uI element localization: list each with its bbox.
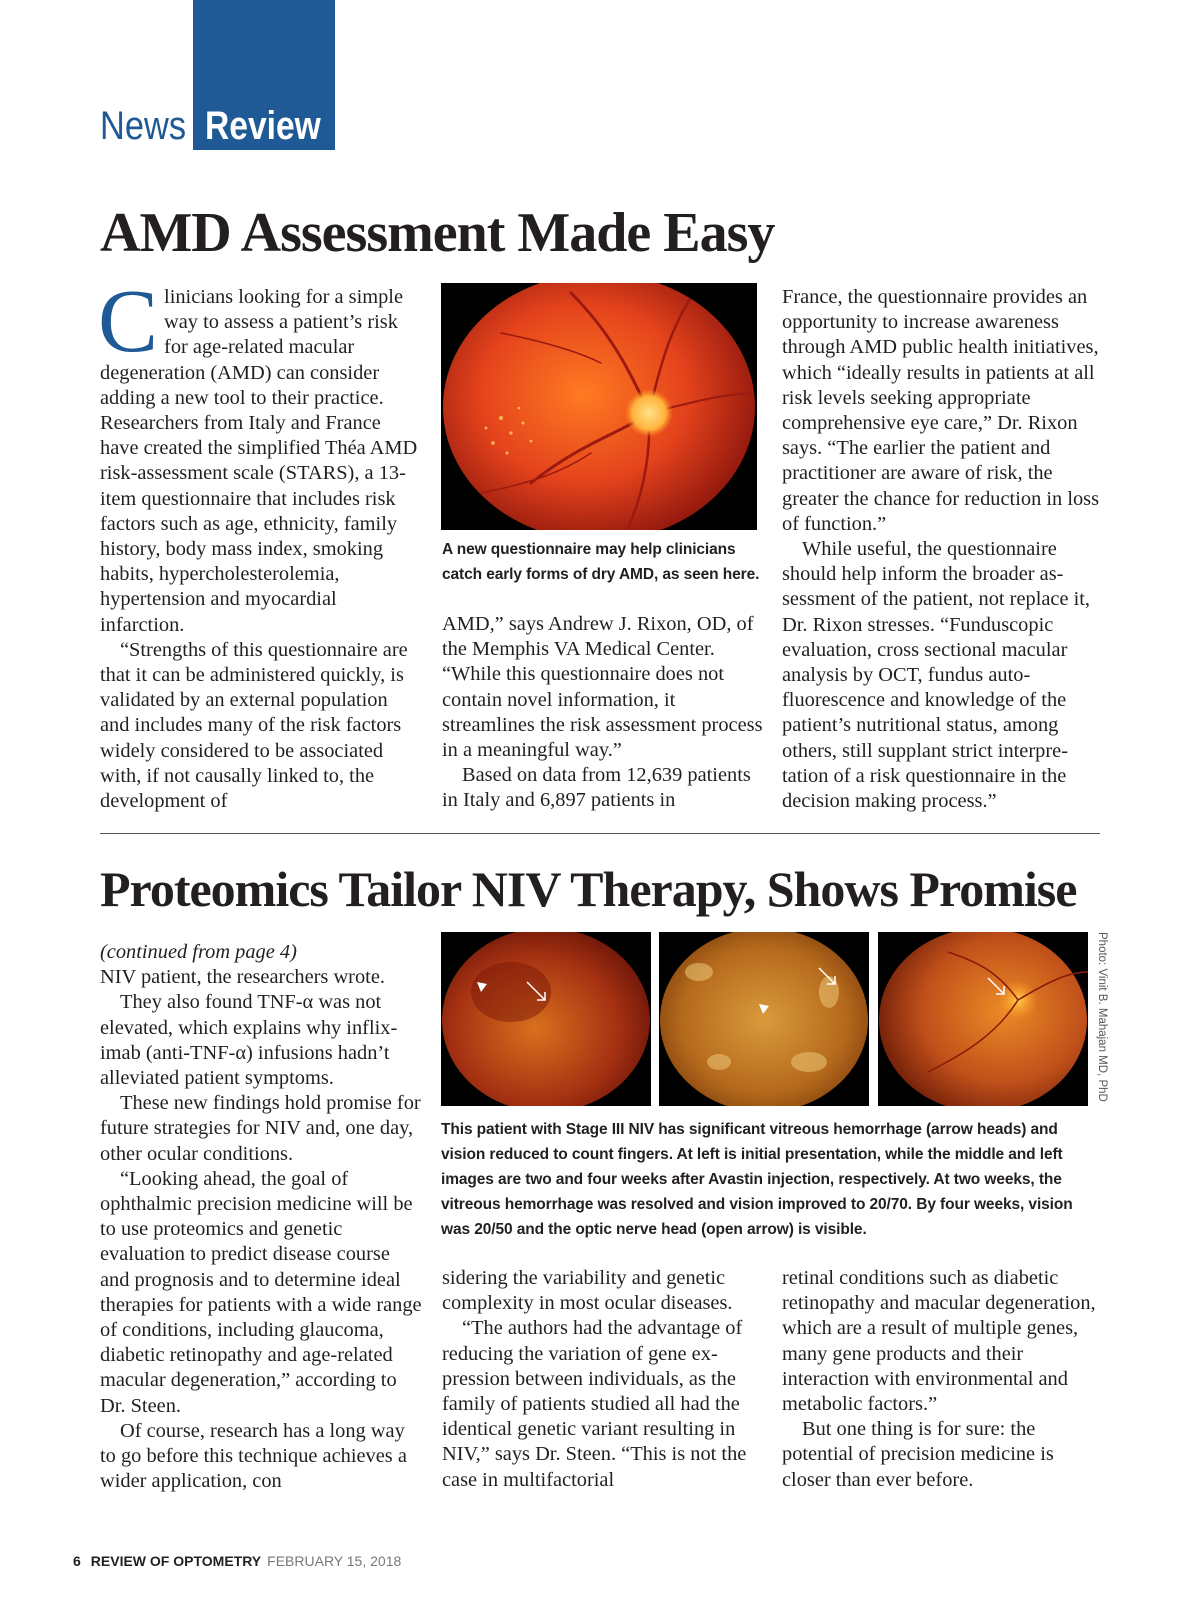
issue-date: FEBRUARY 15, 2018 <box>267 1553 402 1569</box>
article1-title: AMD Assessment Made Easy <box>100 202 775 264</box>
article2-col3-paragraph-2: But one thing is for sure: the potential of precision medicine is closer than ever before. <box>782 1418 1054 1491</box>
page-number: 6 <box>73 1553 81 1569</box>
article2-col1-paragraph-5: Of course, research has a long way to go before this technique achieves a wider application, con <box>100 1419 407 1493</box>
article2-col1-paragraph-3: These new findings hold promise for future strategies for NIV and, one day, other ocular conditions. <box>100 1092 421 1165</box>
article2-column-2 <box>442 1266 764 1493</box>
continued-from-note: (continued from page 4) <box>100 941 297 963</box>
drop-cap: C <box>98 272 159 371</box>
article2-column-1 <box>100 940 422 1494</box>
magazine-name: REVIEW OF OPTOMETRY <box>90 1553 262 1569</box>
section-label-news: News <box>100 104 187 148</box>
article2-col1-paragraph-2: They also found TNF-α was not elevated, which explains why infliximab (anti-TNF-α) infusions hadn’t alleviated patient symptoms. <box>100 991 398 1090</box>
article1-column-3 <box>782 285 1104 814</box>
article1-col2-paragraph-1: AMD,” says Andrew J. Rixon, OD, of the Memphis VA Medical Center. “While this questionnaire does not contain novel information, it streamlines the risk assessment process in a meaningful way.” <box>442 613 763 762</box>
article1-photo-caption: A new questionnaire may help clinicians catch early forms of dry AMD, as seen here. <box>442 541 760 583</box>
fundus-photo-dry-amd <box>441 283 757 530</box>
article2-column-3 <box>782 1266 1104 1493</box>
photo-credit-text: Photo: Vinit B. Mahajan MD, PhD <box>1096 932 1108 1102</box>
article2-col2-paragraph-2: “The authors had the advantage of reducing the variation of gene expression between individuals, as the family of patients studied all had the identical genetic variant resulting in NIV,” says Dr. Steen. “This is not the case in multifactorial <box>442 1317 747 1491</box>
article2-col2-paragraph-1: sidering the variability and genetic complexity in most ocular diseases. <box>442 1267 733 1315</box>
article1-column-2 <box>442 612 764 814</box>
article2-photo-caption: This patient with Stage III NIV has significant vitreous hemorrhage (arrow heads) and vision reduced to count fingers. At left is initial presentation, while the middle and left images are two and four weeks after Avastin injection, respectively. At two weeks, the vitreous hemorrhage was resolved and vision improved to 20/70. By four weeks, vision was 20/50 and the optic nerve head (open arrow) is visible. <box>441 1121 1073 1238</box>
section-label-review: Review <box>205 104 321 148</box>
fundus-photo-two-weeks <box>659 932 869 1106</box>
fundus-photo-four-weeks <box>878 932 1088 1106</box>
page-footer <box>73 1553 401 1569</box>
article1-col2-paragraph-2: Based on data from 12,639 patients in Italy and 6,897 patients in <box>442 764 751 812</box>
article1-col1-p1-text: linicians looking for a simple way to assess a patient’s risk for age-related macular degeneration (AMD) can consider adding a new tool to their practice. Researchers from Italy and France have created the simplified Théa AMD risk-assessment scale (STARS), a 13-item questionnaire that includes risk factors such as age, ethnicity, family history, body mass index, smoking habits, hypercholesterolemia, hypertension and myocardial infarction. <box>100 286 418 636</box>
article1-col1-paragraph-2: “Strengths of this questionnaire are that it can be administered quickly, is validated by an external population and includes many of the risk factors widely considered to be associated with, if not causally linked to, the development of <box>100 638 408 813</box>
article1-col3-paragraph-1: France, the questionnaire provides an opportunity to increase awareness through AMD public health initiatives, which “ideally results in patients at all risk levels seeking appropriate comprehensive eye care,” Dr. Rixon says. “The earlier the patient and practitioner are aware of risk, the greater the chance for reduction in loss of function.” <box>782 286 1100 535</box>
article2-col3-paragraph-1: retinal conditions such as diabetic retinopathy and macular degeneration, which are a result of multiple genes, many gene products and their interaction with environmental and metabolic factors.” <box>782 1267 1096 1416</box>
fundus-photo-initial <box>441 932 651 1106</box>
article2-col1-paragraph-4: “Looking ahead, the goal of ophthalmic precision medicine will be to use proteomics and genetic evaluation to predict disease course and prognosis and to determine ideal therapies for patients with a wide range of conditions, including glaucoma, diabetic retinopathy and age-related macular degeneration,” according to Dr. Steen. <box>100 1167 422 1417</box>
article1-col3-paragraph-2: While useful, the questionnaire should help inform the broader assessment of the patient, not replace it, Dr. Rixon stresses. “Funduscopic evaluation, cross sectional macular analysis by OCT, fundus autofluorescence and knowledge of the patient’s nutritional status, among others, still supplant strict interpretation of a risk questionnaire in the decision making process.” <box>782 538 1091 813</box>
article-divider <box>100 833 1100 834</box>
article2-title: Proteomics Tailor NIV Therapy, Shows Promise <box>100 861 1077 917</box>
photo-credit <box>1094 932 1110 1102</box>
article1-column-1 <box>98 272 422 814</box>
article1-col1-paragraph-1 <box>98 272 422 638</box>
article2-col1-paragraph-1: NIV patient, the researchers wrote. <box>100 966 385 989</box>
